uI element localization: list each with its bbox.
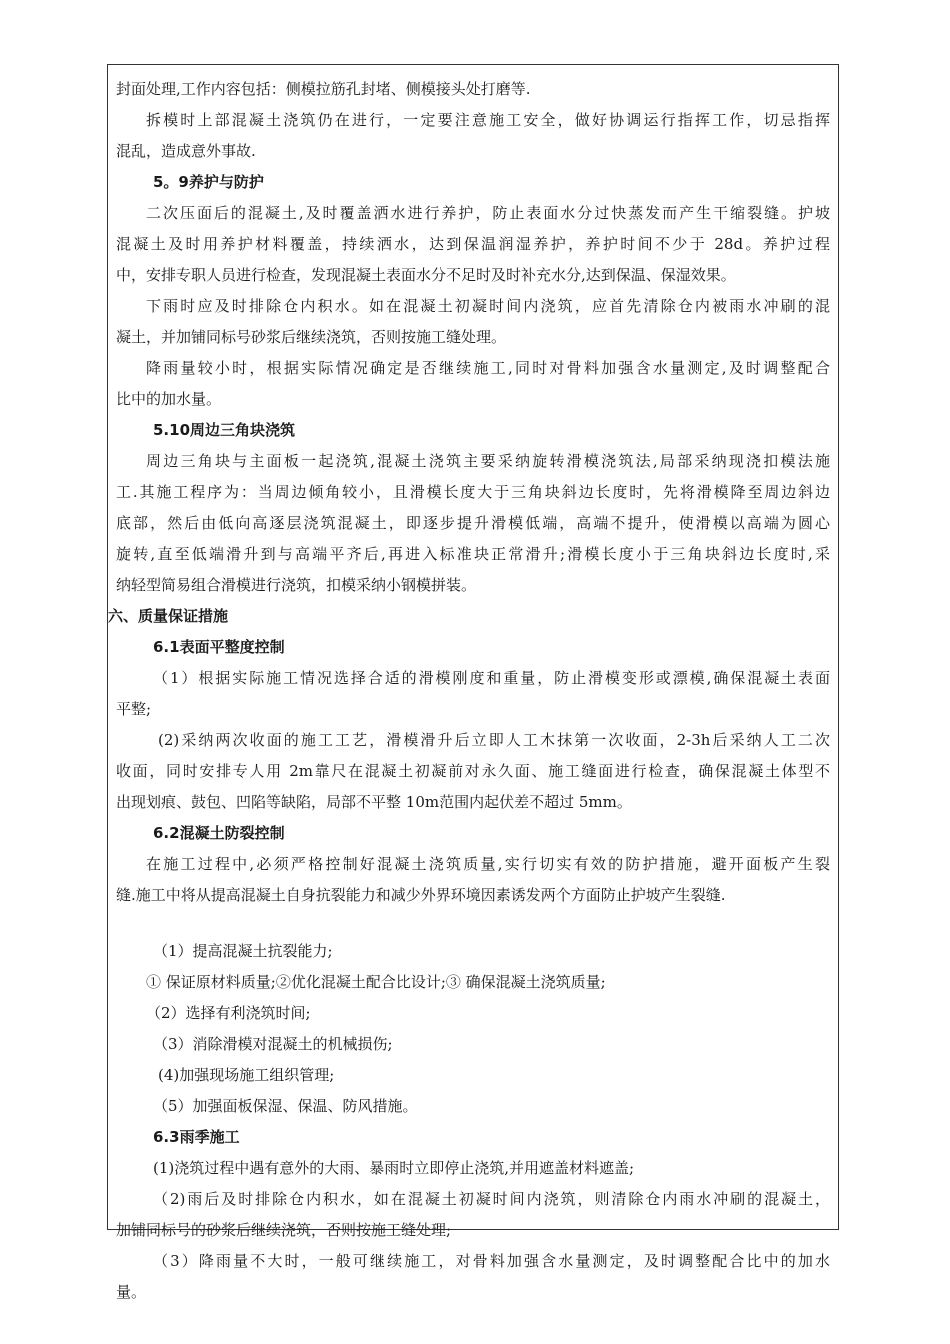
text-line: 凝土，并加铺同标号砂浆后继续浇筑，否则按施工缝处理。 (116, 328, 507, 346)
text-line: （1）提高混凝土抗裂能力; (153, 942, 333, 960)
text-line: 收面，同时安排专人用 2m靠尺在混凝土初凝前对永久面、施工缝面进行检查，确保混凝土体型不 (116, 762, 830, 780)
text-line: （5）加强面板保湿、保温、防风措施。 (153, 1097, 418, 1115)
text-line: 5。9养护与防护 (153, 173, 264, 191)
text-line: 二次压面后的混凝土,及时覆盖洒水进行养护，防止表面水分过快蒸发而产生干缩裂缝。护坡 (146, 204, 830, 222)
text-line: 在施工过程中,必须严格控制好混凝土浇筑质量,实行切实有效的防护措施，避开面板产生裂 (146, 855, 830, 873)
text-line: 缝.施工中将从提高混凝土自身抗裂能力和减少外界环境因素诱发两个方面防止护坡产生裂缝. (116, 886, 726, 904)
text-line: 中，安排专职人员进行检查，发现混凝土表面水分不足时及时补充水分,达到保温、保湿效果。 (116, 266, 736, 284)
text-line: 纳轻型简易组合滑模进行浇筑，扣模采纳小钢模拼装。 (116, 576, 477, 594)
text-line: 混乱，造成意外事故. (116, 142, 256, 160)
text-line: 5.10周边三角块浇筑 (153, 421, 296, 439)
text-line: （3）消除滑模对混凝土的机械损伤; (153, 1035, 393, 1053)
text-line: ① 保证原材料质量;②优化混凝土配合比设计;③ 确保混凝土浇筑质量; (146, 973, 606, 991)
text-line: (2)采纳两次收面的施工工艺，滑模滑升后立即人工木抹第一次收面，2-3h后采纳人工二次 (158, 731, 830, 749)
text-line: （2)雨后及时排除仓内积水，如在混凝土初凝时间内浇筑，则清除仓内雨水冲刷的混凝土， (153, 1190, 830, 1208)
text-line: 加铺同标号的砂浆后继续浇筑，否则按施工缝处理; (116, 1221, 452, 1239)
text-line: (4)加强现场施工组织管理; (158, 1066, 335, 1084)
text-line: 混凝土及时用养护材料覆盖，持续洒水，达到保温润湿养护，养护时间不少于 28d。养护过程 (116, 235, 830, 253)
text-line: 封面处理,工作内容包括：侧模拉筋孔封堵、侧模接头处打磨等. (116, 80, 531, 98)
text-line: 拆模时上部混凝土浇筑仍在进行，一定要注意施工安全，做好协调运行指挥工作，切忌指挥 (146, 111, 830, 129)
text-line: （3）降雨量不大时，一般可继续施工，对骨料加强含水量测定，及时调整配合比中的加水 (153, 1252, 830, 1270)
text-line: （2）选择有利浇筑时间; (146, 1004, 311, 1022)
text-line: 6.3雨季施工 (153, 1128, 240, 1146)
document-body (108, 74, 830, 1308)
text-line: 降雨量较小时，根据实际情况确定是否继续施工,同时对骨料加强含水量测定,及时调整配合 (146, 359, 830, 377)
text-line: （1）根据实际施工情况选择合适的滑模刚度和重量，防止滑模变形或漂模,确保混凝土表面 (153, 669, 830, 687)
text-line: 出现划痕、鼓包、凹陷等缺陷，局部不平整 10m范围内起伏差不超过 5mm。 (116, 793, 632, 811)
text-line: 六、质量保证措施 (108, 607, 229, 625)
text-line: (1)浇筑过程中遇有意外的大雨、暴雨时立即停止浇筑,并用遮盖材料遮盖; (153, 1159, 635, 1177)
text-line: 工.其施工程序为：当周边倾角较小，且滑模长度大于三角块斜边长度时，先将滑模降至周边斜边 (116, 483, 830, 501)
text-line: 6.1表面平整度控制 (153, 638, 285, 656)
text-line: 6.2混凝土防裂控制 (153, 824, 285, 842)
text-line: 比中的加水量。 (116, 390, 222, 408)
text-line: 旋转,直至低端滑升到与高端平齐后,再进入标准块正常滑升;滑模长度小于三角块斜边长度时,采 (116, 545, 830, 563)
text-line: 周边三角块与主面板一起浇筑,混凝土浇筑主要采纳旋转滑模浇筑法,局部采纳现浇扣模法施 (146, 452, 830, 470)
text-line: 量。 (116, 1283, 147, 1301)
text-line: 下雨时应及时排除仓内积水。如在混凝土初凝时间内浇筑，应首先清除仓内被雨水冲刷的混 (146, 297, 830, 315)
text-line: 底部，然后由低向高逐层浇筑混凝土，即逐步提升滑模低端，高端不提升，使滑模以高端为圆心 (116, 514, 830, 532)
text-line: 平整; (116, 700, 152, 718)
blank-line (108, 911, 830, 936)
